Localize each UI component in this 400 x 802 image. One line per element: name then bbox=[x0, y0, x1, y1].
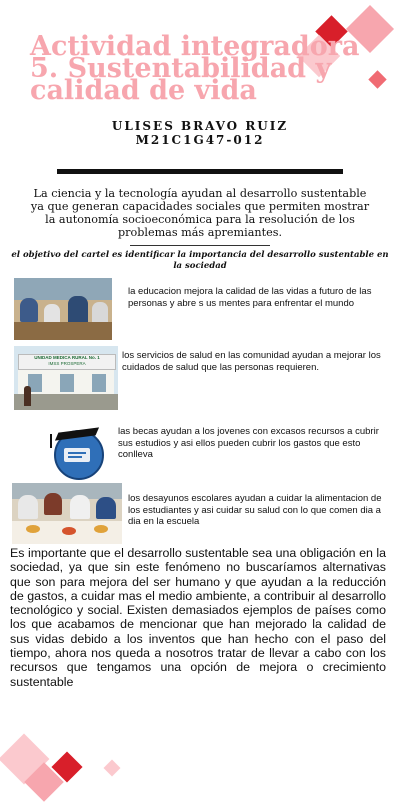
list-item: las becas ayudan a los jovenes con excasos recursos a cubrir sus estudios y asi ellos pueden cubrir los gastos que esto conlleva bbox=[118, 426, 379, 460]
conclusion-paragraph: Es importante que el desarrollo sustentable sea una obligación en la sociedad, ya que sin este fenómeno no buscaríamos alternativas que son para mejora del ser humano y que ayudan a la reducción de gastos, a cuidar mas el medio ambiente, a contribuir al desarrollo tecnológico y social. Existen demasiados ejemplos de países como los que acabamos de mencionar que han mejorado la calidad de sus vidas debido a los inventos que han hecho con el paso del tiempo, ahora nos queda a nosotros tratar de llevar a cabo con los recursos que tengamos una opción de mejora o crecimiento sustentable bbox=[10, 546, 386, 689]
clinic-sign-text: IMSS PROSPERA bbox=[48, 361, 86, 366]
author-name: ULISES BRAVO RUIZ bbox=[111, 119, 289, 133]
divider bbox=[57, 169, 343, 174]
graduation-cap-icon bbox=[44, 422, 104, 480]
list-item: la educacion mejora la calidad de las vidas a futuro de las personas y abre s us mentes para enfrentar el mundo bbox=[128, 286, 372, 309]
objective-text: el objetivo del cartel es identificar la importancia del desarrollo sustentable en la sociedad bbox=[11, 250, 389, 271]
classroom-photo bbox=[14, 278, 112, 340]
list-item: los desayunos escolares ayudan a cuidar la alimentacion de los estudiantes y asi cuidar su salud con lo que comen dia a dia en la escuela bbox=[128, 493, 382, 527]
list-item: los servicios de salud en las comunidad ayudan a mejorar los cuidados de salud que las personas requieren. bbox=[122, 350, 381, 373]
title-line: 5. Sustentabilidad y bbox=[30, 53, 332, 84]
school-breakfast-photo bbox=[12, 483, 122, 544]
decorative-diamond bbox=[368, 70, 386, 88]
author-id: M21C1G47-012 bbox=[135, 133, 265, 147]
title-line: Actividad integradora bbox=[30, 31, 360, 62]
clinic-sign-text: UNIDAD MEDICA RURAL No. 1 bbox=[34, 355, 100, 360]
divider bbox=[130, 245, 270, 246]
health-center-photo bbox=[14, 346, 118, 410]
decorative-diamond bbox=[104, 760, 121, 777]
title-line: calidad de vida bbox=[30, 75, 257, 106]
poster-title bbox=[30, 31, 370, 106]
intro-paragraph: La ciencia y la tecnología ayudan al desarrollo sustentable ya que generan capacidades sociales que permiten mostrar la autonomía socioeconómica para la resolución de los problemas más apremiantes. bbox=[30, 187, 370, 239]
